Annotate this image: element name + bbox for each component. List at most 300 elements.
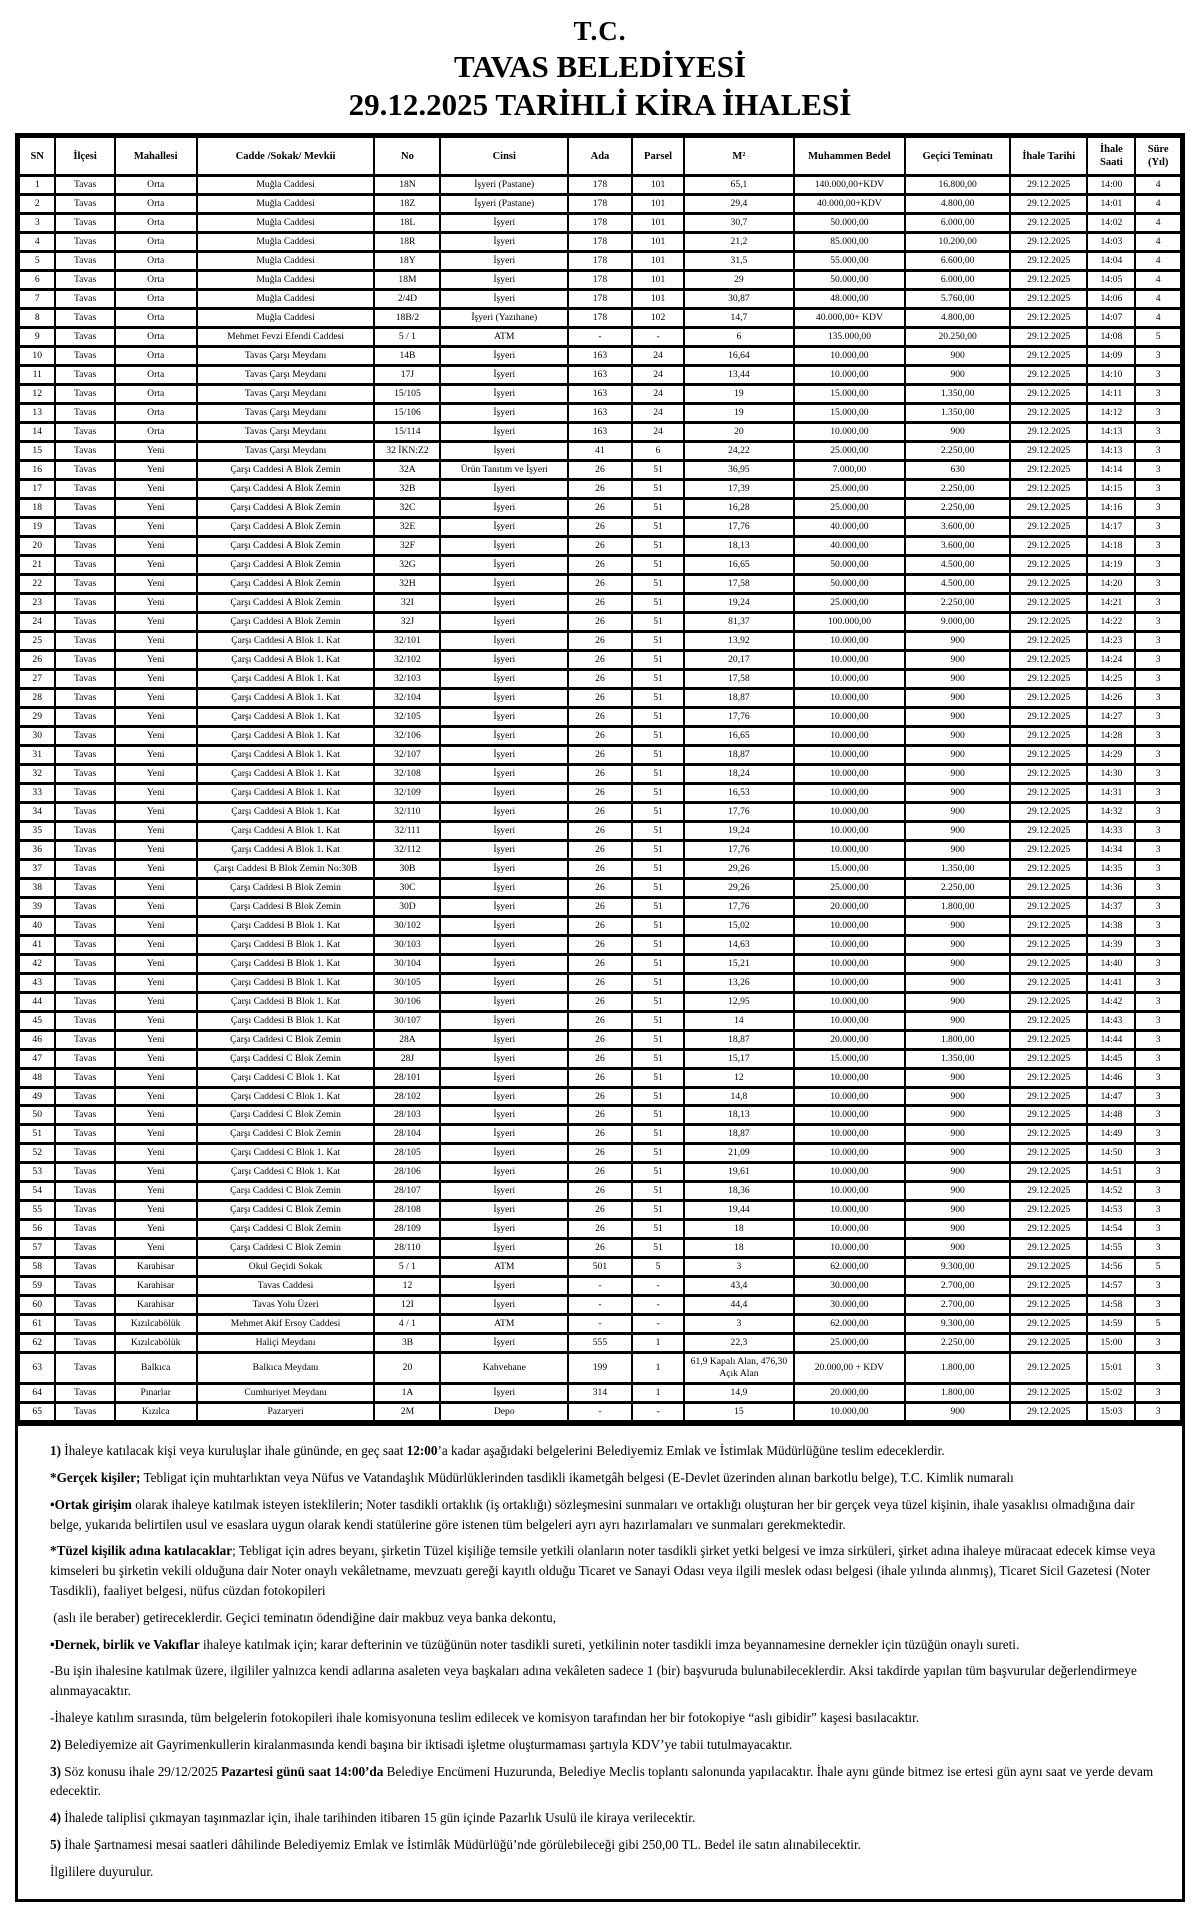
cell-muhammen-bedel: 10.000,00 [794, 650, 906, 669]
cell-parsel: 101 [632, 252, 684, 271]
cell-mahallesi: Kızılca [115, 1403, 197, 1422]
cell-ihale-tarihi: 29.12.2025 [1010, 1011, 1087, 1030]
cell-gecici-teminati: 900 [905, 650, 1010, 669]
cell-no: 2M [374, 1403, 440, 1422]
cell-gecici-teminati: 900 [905, 366, 1010, 385]
cell-ada: 26 [568, 878, 632, 897]
cell-parsel: 24 [632, 423, 684, 442]
cell-sure-yil: 3 [1135, 935, 1181, 954]
cell-parsel: 51 [632, 745, 684, 764]
table-row [19, 783, 1181, 802]
cell-sn: 30 [19, 726, 55, 745]
cell-cadde-sokak-mevkii: Haliçi Meydanı [197, 1334, 375, 1353]
cell-sn: 4 [19, 233, 55, 252]
table-row [19, 1258, 1181, 1277]
cell-cinsi: İşyeri [440, 954, 568, 973]
cell-cinsi: İşyeri [440, 669, 568, 688]
note-paragraph [50, 1735, 1168, 1755]
cell-ilcesi: Tavas [55, 536, 114, 555]
cell-cadde-sokak-mevkii: Tavas Çarşı Meydanı [197, 347, 375, 366]
cell-no: 18N [374, 176, 440, 195]
cell-gecici-teminati: 900 [905, 347, 1010, 366]
cell-m2: 3 [684, 1258, 793, 1277]
cell-muhammen-bedel: 20.000,00 [794, 897, 906, 916]
cell-m2: 17,39 [684, 480, 793, 499]
cell-ihale-tarihi: 29.12.2025 [1010, 498, 1087, 517]
cell-cadde-sokak-mevkii: Çarşı Caddesi C Blok Zemin [197, 1030, 375, 1049]
cell-ilcesi: Tavas [55, 1353, 114, 1384]
cell-mahallesi: Karahisar [115, 1258, 197, 1277]
cell-parsel: 51 [632, 916, 684, 935]
cell-ihale-tarihi: 29.12.2025 [1010, 783, 1087, 802]
table-row [19, 214, 1181, 233]
cell-mahallesi: Yeni [115, 555, 197, 574]
cell-m2: 65,1 [684, 176, 793, 195]
cell-cadde-sokak-mevkii: Balkıca Meydanı [197, 1353, 375, 1384]
cell-ihale-tarihi: 29.12.2025 [1010, 840, 1087, 859]
cell-sn: 10 [19, 347, 55, 366]
cell-mahallesi: Orta [115, 309, 197, 328]
table-row [19, 878, 1181, 897]
cell-m2: 19 [684, 404, 793, 423]
cell-parsel: 51 [632, 574, 684, 593]
note-text: İhale Şartnamesi mesai saatleri dâhilinde Belediyemiz Emlak ve İstimlâk Müdürlüğü’nde görülebileceği gibi 250,00 TL. Bedel ile satın alınabilecektir. [61, 1836, 861, 1852]
cell-sure-yil: 3 [1135, 1011, 1181, 1030]
cell-cadde-sokak-mevkii: Çarşı Caddesi B Blok 1. Kat [197, 935, 375, 954]
cell-parsel: 51 [632, 1220, 684, 1239]
cell-parsel: 101 [632, 176, 684, 195]
cell-cadde-sokak-mevkii: Çarşı Caddesi A Blok Zemin [197, 517, 375, 536]
cell-ihale-saati: 14:34 [1087, 840, 1135, 859]
cell-muhammen-bedel: 10.000,00 [794, 1403, 906, 1422]
cell-ihale-saati: 14:40 [1087, 954, 1135, 973]
cell-parsel: 51 [632, 555, 684, 574]
cell-mahallesi: Yeni [115, 631, 197, 650]
table-row [19, 347, 1181, 366]
cell-sn: 6 [19, 271, 55, 290]
cell-ada: 26 [568, 954, 632, 973]
cell-ada: 26 [568, 1201, 632, 1220]
cell-m2: 17,58 [684, 669, 793, 688]
cell-muhammen-bedel: 10.000,00 [794, 423, 906, 442]
cell-cadde-sokak-mevkii: Çarşı Caddesi B Blok 1. Kat [197, 973, 375, 992]
cell-sn: 20 [19, 536, 55, 555]
cell-sure-yil: 3 [1135, 593, 1181, 612]
cell-sn: 58 [19, 1258, 55, 1277]
cell-ilcesi: Tavas [55, 992, 114, 1011]
cell-ihale-tarihi: 29.12.2025 [1010, 631, 1087, 650]
cell-mahallesi: Yeni [115, 688, 197, 707]
cell-mahallesi: Orta [115, 176, 197, 195]
title-tc: T.C. [573, 16, 627, 46]
table-row [19, 669, 1181, 688]
cell-cadde-sokak-mevkii: Çarşı Caddesi A Blok 1. Kat [197, 745, 375, 764]
cell-ilcesi: Tavas [55, 1315, 114, 1334]
cell-m2: 17,76 [684, 897, 793, 916]
note-text: ihaleye katılmak için; karar defterinin ve tüzüğünün noter tasdikli sureti, yetkilinin noter tasdikli imza beyannamesine dernekler için tüzüğün onaylı sureti. [199, 1636, 1020, 1652]
cell-ada: 26 [568, 1030, 632, 1049]
cell-gecici-teminati: 6.600,00 [905, 252, 1010, 271]
table-row [19, 1403, 1181, 1422]
cell-sn: 42 [19, 954, 55, 973]
cell-ada: 26 [568, 555, 632, 574]
cell-parsel: 51 [632, 707, 684, 726]
note-text: Söz konusu ihale 29/12/2025 [61, 1763, 222, 1779]
cell-gecici-teminati: 900 [905, 1201, 1010, 1220]
cell-muhammen-bedel: 20.000,00 + KDV [794, 1353, 906, 1384]
cell-ilcesi: Tavas [55, 366, 114, 385]
cell-ada: 26 [568, 498, 632, 517]
cell-ihale-tarihi: 29.12.2025 [1010, 669, 1087, 688]
cell-sure-yil: 3 [1135, 1334, 1181, 1353]
cell-mahallesi: Yeni [115, 461, 197, 480]
cell-cinsi: İşyeri [440, 404, 568, 423]
cell-ihale-tarihi: 29.12.2025 [1010, 707, 1087, 726]
cell-sn: 24 [19, 612, 55, 631]
cell-ihale-tarihi: 29.12.2025 [1010, 461, 1087, 480]
cell-sn: 5 [19, 252, 55, 271]
cell-sn: 52 [19, 1144, 55, 1163]
cell-gecici-teminati: 900 [905, 821, 1010, 840]
cell-no: 32/104 [374, 688, 440, 707]
cell-gecici-teminati: 630 [905, 461, 1010, 480]
footnotes-section [18, 1423, 1182, 1898]
cell-no: 28/105 [374, 1144, 440, 1163]
cell-mahallesi: Yeni [115, 517, 197, 536]
cell-mahallesi: Yeni [115, 480, 197, 499]
cell-sn: 54 [19, 1182, 55, 1201]
cell-parsel: 51 [632, 631, 684, 650]
cell-m2: 14,63 [684, 935, 793, 954]
table-row [19, 821, 1181, 840]
column-header-ihale-saati: İhale Saati [1087, 137, 1135, 176]
cell-cadde-sokak-mevkii: Mehmet Akif Ersoy Caddesi [197, 1315, 375, 1334]
cell-parsel: 51 [632, 1201, 684, 1220]
cell-parsel: 51 [632, 1182, 684, 1201]
cell-cadde-sokak-mevkii: Çarşı Caddesi C Blok Zemin [197, 1106, 375, 1125]
cell-cadde-sokak-mevkii: Çarşı Caddesi A Blok 1. Kat [197, 707, 375, 726]
cell-ada: 26 [568, 897, 632, 916]
cell-ihale-saati: 14:13 [1087, 442, 1135, 461]
cell-ihale-saati: 14:46 [1087, 1068, 1135, 1087]
cell-ada: 26 [568, 1125, 632, 1144]
cell-no: 32 İKN:Z2 [374, 442, 440, 461]
cell-ihale-tarihi: 29.12.2025 [1010, 954, 1087, 973]
cell-m2: 15,02 [684, 916, 793, 935]
cell-ada: 26 [568, 992, 632, 1011]
cell-m2: 13,26 [684, 973, 793, 992]
cell-ihale-tarihi: 29.12.2025 [1010, 1334, 1087, 1353]
cell-cadde-sokak-mevkii: Çarşı Caddesi A Blok 1. Kat [197, 688, 375, 707]
cell-sn: 12 [19, 385, 55, 404]
cell-mahallesi: Yeni [115, 859, 197, 878]
cell-muhammen-bedel: 100.000,00 [794, 612, 906, 631]
cell-ada: 178 [568, 252, 632, 271]
cell-ihale-saati: 14:21 [1087, 593, 1135, 612]
cell-cinsi: İşyeri [440, 745, 568, 764]
cell-m2: 17,58 [684, 574, 793, 593]
cell-ilcesi: Tavas [55, 764, 114, 783]
cell-sn: 8 [19, 309, 55, 328]
cell-ihale-tarihi: 29.12.2025 [1010, 726, 1087, 745]
cell-ilcesi: Tavas [55, 897, 114, 916]
cell-ihale-tarihi: 29.12.2025 [1010, 233, 1087, 252]
cell-sn: 57 [19, 1239, 55, 1258]
cell-ada: 26 [568, 1239, 632, 1258]
cell-gecici-teminati: 4.800,00 [905, 309, 1010, 328]
table-row [19, 536, 1181, 555]
cell-ada: 26 [568, 745, 632, 764]
cell-ihale-saati: 15:03 [1087, 1403, 1135, 1422]
table-row [19, 973, 1181, 992]
cell-muhammen-bedel: 10.000,00 [794, 783, 906, 802]
cell-ihale-tarihi: 29.12.2025 [1010, 1182, 1087, 1201]
table-row [19, 992, 1181, 1011]
cell-ilcesi: Tavas [55, 555, 114, 574]
cell-parsel: 101 [632, 290, 684, 309]
cell-ihale-tarihi: 29.12.2025 [1010, 650, 1087, 669]
cell-sure-yil: 3 [1135, 555, 1181, 574]
cell-cinsi: İşyeri [440, 252, 568, 271]
table-row [19, 442, 1181, 461]
cell-gecici-teminati: 900 [905, 954, 1010, 973]
cell-ihale-saati: 14:37 [1087, 897, 1135, 916]
table-row [19, 1239, 1181, 1258]
cell-muhammen-bedel: 7.000,00 [794, 461, 906, 480]
cell-sure-yil: 3 [1135, 1353, 1181, 1384]
cell-sn: 17 [19, 480, 55, 499]
cell-sn: 45 [19, 1011, 55, 1030]
cell-mahallesi: Yeni [115, 897, 197, 916]
cell-cadde-sokak-mevkii: Çarşı Caddesi C Blok Zemin [197, 1239, 375, 1258]
cell-ihale-tarihi: 29.12.2025 [1010, 878, 1087, 897]
cell-ihale-tarihi: 29.12.2025 [1010, 176, 1087, 195]
table-row [19, 1125, 1181, 1144]
cell-ilcesi: Tavas [55, 252, 114, 271]
cell-sn: 62 [19, 1334, 55, 1353]
note-paragraph [50, 1635, 1168, 1655]
cell-cadde-sokak-mevkii: Tavas Yolu Üzeri [197, 1296, 375, 1315]
cell-m2: 19,61 [684, 1163, 793, 1182]
cell-ilcesi: Tavas [55, 612, 114, 631]
cell-ada: 26 [568, 935, 632, 954]
cell-ihale-tarihi: 29.12.2025 [1010, 1353, 1087, 1384]
cell-m2: 21,09 [684, 1144, 793, 1163]
cell-gecici-teminati: 900 [905, 631, 1010, 650]
cell-ihale-saati: 14:53 [1087, 1201, 1135, 1220]
cell-gecici-teminati: 900 [905, 840, 1010, 859]
cell-parsel: 51 [632, 650, 684, 669]
cell-sure-yil: 3 [1135, 802, 1181, 821]
cell-sn: 47 [19, 1049, 55, 1068]
cell-no: 32/110 [374, 802, 440, 821]
cell-sure-yil: 3 [1135, 498, 1181, 517]
cell-cinsi: İşyeri [440, 536, 568, 555]
cell-sure-yil: 3 [1135, 536, 1181, 555]
cell-ada: 26 [568, 1220, 632, 1239]
cell-gecici-teminati: 1.350,00 [905, 404, 1010, 423]
cell-ihale-saati: 15:01 [1087, 1353, 1135, 1384]
cell-cadde-sokak-mevkii: Okul Geçidi Sokak [197, 1258, 375, 1277]
cell-ada: 26 [568, 1087, 632, 1106]
cell-ilcesi: Tavas [55, 783, 114, 802]
cell-mahallesi: Kızılcabölük [115, 1315, 197, 1334]
cell-sn: 11 [19, 366, 55, 385]
cell-muhammen-bedel: 10.000,00 [794, 669, 906, 688]
cell-no: 28/107 [374, 1182, 440, 1201]
cell-sn: 53 [19, 1163, 55, 1182]
cell-sn: 35 [19, 821, 55, 840]
note-paragraph [50, 1661, 1168, 1701]
cell-sn: 60 [19, 1296, 55, 1315]
cell-ada: - [568, 1277, 632, 1296]
cell-no: 12 [374, 1277, 440, 1296]
note-paragraph [50, 1862, 1168, 1882]
cell-m2: 16,64 [684, 347, 793, 366]
cell-sure-yil: 3 [1135, 423, 1181, 442]
table-row [19, 840, 1181, 859]
cell-ada: - [568, 1315, 632, 1334]
cell-ilcesi: Tavas [55, 593, 114, 612]
table-header [19, 137, 1181, 176]
cell-cinsi: İşyeri [440, 347, 568, 366]
cell-sure-yil: 3 [1135, 1384, 1181, 1403]
cell-gecici-teminati: 3.600,00 [905, 517, 1010, 536]
cell-cinsi: ATM [440, 1258, 568, 1277]
table-row [19, 859, 1181, 878]
cell-no: 28/110 [374, 1239, 440, 1258]
cell-ihale-saati: 14:05 [1087, 271, 1135, 290]
cell-mahallesi: Orta [115, 404, 197, 423]
cell-muhammen-bedel: 10.000,00 [794, 973, 906, 992]
cell-muhammen-bedel: 62.000,00 [794, 1258, 906, 1277]
table-row [19, 1201, 1181, 1220]
cell-ihale-saati: 14:17 [1087, 517, 1135, 536]
cell-cadde-sokak-mevkii: Tavas Çarşı Meydanı [197, 442, 375, 461]
note-text: Belediye Encümeni Huzurunda, Belediye Meclis toplantı salonunda yapılacaktır. İhale aynı günde bitmez ise ertesi gün aynı saat ve yerde devam edecektir. [50, 1763, 1154, 1799]
cell-ihale-saati: 14:54 [1087, 1220, 1135, 1239]
cell-no: 30C [374, 878, 440, 897]
cell-parsel: 51 [632, 498, 684, 517]
cell-cadde-sokak-mevkii: Çarşı Caddesi C Blok Zemin [197, 1201, 375, 1220]
note-text: ’a kadar aşağıdaki belgelerini Belediyemiz Emlak ve İstimlak Müdürlüğüne teslim edeceklerdir. [437, 1443, 945, 1459]
cell-muhammen-bedel: 10.000,00 [794, 1220, 906, 1239]
cell-cadde-sokak-mevkii: Mehmet Fevzi Efendi Caddesi [197, 328, 375, 347]
note-paragraph [50, 1541, 1168, 1600]
cell-no: 32/107 [374, 745, 440, 764]
cell-sn: 19 [19, 517, 55, 536]
table-row [19, 650, 1181, 669]
table-row [19, 1296, 1181, 1315]
table-row [19, 612, 1181, 631]
cell-ihale-saati: 14:11 [1087, 385, 1135, 404]
cell-ilcesi: Tavas [55, 669, 114, 688]
cell-parsel: 51 [632, 821, 684, 840]
cell-m2: 17,76 [684, 707, 793, 726]
cell-cinsi: İşyeri [440, 612, 568, 631]
note-text: İlgililere duyurulur. [50, 1863, 154, 1879]
cell-ilcesi: Tavas [55, 1277, 114, 1296]
cell-sure-yil: 3 [1135, 1049, 1181, 1068]
cell-ihale-tarihi: 29.12.2025 [1010, 593, 1087, 612]
cell-parsel: 1 [632, 1384, 684, 1403]
cell-parsel: 51 [632, 954, 684, 973]
cell-ada: 26 [568, 480, 632, 499]
cell-ada: 26 [568, 593, 632, 612]
cell-m2: 44,4 [684, 1296, 793, 1315]
cell-ihale-tarihi: 29.12.2025 [1010, 536, 1087, 555]
cell-cinsi: İşyeri [440, 555, 568, 574]
table-row [19, 1163, 1181, 1182]
table-row [19, 1011, 1181, 1030]
cell-ihale-tarihi: 29.12.2025 [1010, 1049, 1087, 1068]
cell-no: 30/104 [374, 954, 440, 973]
cell-muhammen-bedel: 40.000,00 [794, 517, 906, 536]
cell-gecici-teminati: 6.000,00 [905, 271, 1010, 290]
table-row [19, 1220, 1181, 1239]
table-row [19, 764, 1181, 783]
cell-gecici-teminati: 900 [905, 1011, 1010, 1030]
cell-ilcesi: Tavas [55, 650, 114, 669]
column-header-cinsi: Cinsi [440, 137, 568, 176]
cell-cadde-sokak-mevkii: Çarşı Caddesi A Blok Zemin [197, 574, 375, 593]
cell-sure-yil: 3 [1135, 650, 1181, 669]
cell-ihale-tarihi: 29.12.2025 [1010, 1087, 1087, 1106]
cell-muhammen-bedel: 10.000,00 [794, 688, 906, 707]
cell-muhammen-bedel: 25.000,00 [794, 878, 906, 897]
note-text-bold: *Tüzel kişilik adına katılacaklar [50, 1543, 233, 1559]
cell-no: 32E [374, 517, 440, 536]
cell-sure-yil: 3 [1135, 783, 1181, 802]
cell-ilcesi: Tavas [55, 423, 114, 442]
cell-m2: 43,4 [684, 1277, 793, 1296]
cell-gecici-teminati: 900 [905, 1220, 1010, 1239]
table-row [19, 366, 1181, 385]
cell-muhammen-bedel: 50.000,00 [794, 214, 906, 233]
cell-cinsi: İşyeri [440, 1049, 568, 1068]
table-body [19, 176, 1181, 1422]
cell-gecici-teminati: 2.700,00 [905, 1296, 1010, 1315]
cell-cinsi: Kahvehane [440, 1353, 568, 1384]
cell-no: 15/106 [374, 404, 440, 423]
cell-ihale-tarihi: 29.12.2025 [1010, 404, 1087, 423]
cell-no: 1A [374, 1384, 440, 1403]
cell-parsel: 51 [632, 1049, 684, 1068]
cell-sure-yil: 4 [1135, 252, 1181, 271]
cell-m2: 20 [684, 423, 793, 442]
cell-ilcesi: Tavas [55, 726, 114, 745]
cell-cinsi: İşyeri [440, 517, 568, 536]
column-header-m2: M² [684, 137, 793, 176]
cell-cinsi: İşyeri [440, 1296, 568, 1315]
cell-m2: 16,65 [684, 555, 793, 574]
cell-muhammen-bedel: 135.000,00 [794, 328, 906, 347]
cell-ihale-tarihi: 29.12.2025 [1010, 688, 1087, 707]
note-paragraph [50, 1441, 1168, 1461]
cell-cinsi: İşyeri [440, 707, 568, 726]
cell-sure-yil: 4 [1135, 176, 1181, 195]
cell-mahallesi: Yeni [115, 764, 197, 783]
cell-parsel: 101 [632, 195, 684, 214]
note-paragraph [50, 1708, 1168, 1728]
cell-ihale-saati: 14:49 [1087, 1125, 1135, 1144]
cell-sn: 44 [19, 992, 55, 1011]
cell-no: 30D [374, 897, 440, 916]
cell-cadde-sokak-mevkii: Muğla Caddesi [197, 252, 375, 271]
cell-no: 30/103 [374, 935, 440, 954]
document-header [15, 16, 1185, 123]
cell-m2: 31,5 [684, 252, 793, 271]
